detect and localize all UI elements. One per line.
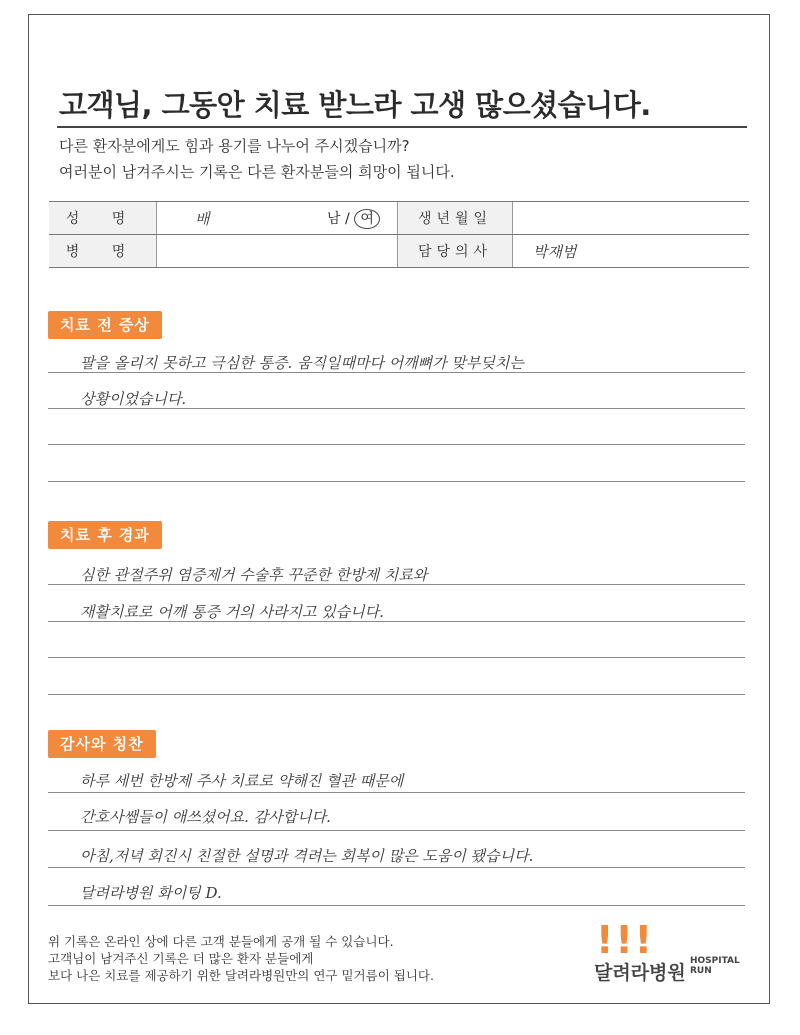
name-value: 배 <box>195 210 210 228</box>
birth-field[interactable] <box>513 202 750 235</box>
before-line-2: 상황이었습니다. <box>80 390 187 408</box>
after-line-2: 재활치료로 어깨 통증 거의 사라지고 있습니다. <box>80 603 384 621</box>
thanks-line-4: 달려라병원 화이팅 D. <box>80 884 222 902</box>
doctor-value: 박재범 <box>533 243 577 261</box>
section-after-badge: 치료 후 경과 <box>48 521 162 549</box>
ruled-line <box>48 621 745 622</box>
ruled-line <box>48 867 745 868</box>
ruled-line <box>48 481 745 482</box>
ruled-line <box>48 830 745 831</box>
ruled-line <box>48 792 745 793</box>
form-title: 고객님, 그동안 치료 받느라 고생 많으셨습니다. <box>59 88 651 122</box>
disease-field[interactable] <box>157 235 398 268</box>
section-thanks-badge: 감사와 칭찬 <box>48 730 156 758</box>
before-line-1: 팔을 올리지 못하고 극심한 통증. 움직일때마다 어깨뼈가 맞부딪치는 <box>80 354 524 372</box>
ruled-line <box>48 408 745 409</box>
after-line-1: 심한 관절주위 염증제거 수술후 꾸준한 한방제 치료와 <box>80 566 428 584</box>
section-before-badge: 치료 전 증상 <box>48 311 162 339</box>
name-field[interactable] <box>157 202 398 235</box>
ruled-line <box>48 372 745 373</box>
intro-line-2: 여러분이 남겨주시는 기록은 다른 환자분들의 희망이 됩니다. <box>59 163 455 181</box>
thanks-line-3: 아침,저녁 회진시 친절한 설명과 격려는 회복이 많은 도움이 됐습니다. <box>80 847 534 865</box>
footer-line-1: 위 기록은 온라인 상에 다른 고객 분들에게 공개 될 수 있습니다. <box>48 934 394 949</box>
thanks-line-1: 하루 세번 한방제 주사 치료로 약해진 혈관 때문에 <box>80 772 404 790</box>
ruled-line <box>48 444 745 445</box>
hospital-logo <box>592 920 752 990</box>
birth-label: 생년월일 <box>398 202 513 235</box>
logo-name-korean: 달려라병원 <box>594 962 686 984</box>
thanks-line-2: 간호사쌤들이 애쓰셨어요. 감사합니다. <box>80 808 331 826</box>
disease-label: 병 명 <box>49 235 157 268</box>
footer-line-2: 고객님이 남겨주신 기록은 더 많은 환자 분들에게 <box>48 951 314 966</box>
footer-line-3: 보다 나은 치료를 제공하기 위한 달려라병원만의 연구 밑거름이 됩니다. <box>48 968 434 983</box>
gender-female-option-circled[interactable]: 여 <box>354 209 380 229</box>
title-underline <box>57 126 747 128</box>
intro-line-1: 다른 환자분에게도 힘과 용기를 나누어 주시겠습니까? <box>59 137 410 155</box>
gender-male-option[interactable]: 남 / <box>327 211 350 227</box>
gender-selector[interactable] <box>327 208 380 229</box>
patient-info-table <box>49 201 749 268</box>
logo-run-text: RUN <box>690 966 712 976</box>
logo-hospital-text: HOSPITAL <box>690 956 740 966</box>
doctor-label: 담당의사 <box>398 235 513 268</box>
ruled-line <box>48 694 745 695</box>
logo-name-english <box>690 956 740 976</box>
ruled-line <box>48 657 745 658</box>
name-label: 성 명 <box>49 202 157 235</box>
ruled-line <box>48 584 745 585</box>
doctor-field[interactable] <box>513 235 750 268</box>
exclamation-marks-icon: !!! <box>596 918 654 962</box>
ruled-line <box>48 905 745 906</box>
